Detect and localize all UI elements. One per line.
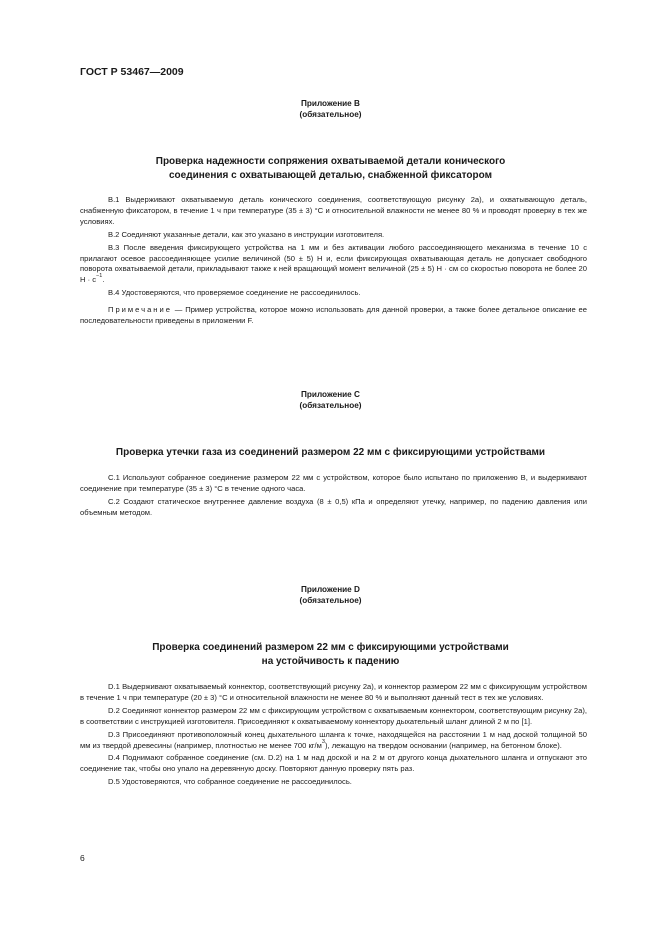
page-number: 6 [80, 853, 85, 863]
annex-d-title-line1: Проверка соединений размером 22 мм с фиксирующими устройствами [152, 642, 509, 653]
annex-d-paragraph-2: D.2 Соединяют коннектор размером 22 мм с фиксирующим устройством с охватываемым коннектором, соответствующим рисунку 2а), в соответствии с инструкцией изготовителя. Присоединяют к охватываемому коннектору дыхательный шланг длиной 2 м по [1]. [80, 705, 587, 726]
annex-d-heading [0, 584, 661, 606]
annex-b-note [80, 305, 587, 327]
annex-d-name: Приложение D [301, 585, 360, 594]
annex-c-heading [0, 389, 661, 411]
annex-b-paragraph-3-sup: −1 [96, 273, 103, 280]
annex-b-heading [0, 98, 661, 120]
annex-b-paragraph-4: В.4 Удостоверяются, что проверяемое соединение не рассоединилось. [108, 288, 361, 298]
annex-d-paragraph-3 [80, 730, 587, 752]
annex-c-paragraph-1: С.1 Используют собранное соединение размером 22 мм с устройством, которое было испытано по приложению В, и выдерживают соединение при температуре (35 ± 3) °С в течение одного часа. [80, 473, 587, 493]
annex-d-paragraph-3-end: ), лежащую на твердом основании (например, на бетонном блоке). [324, 740, 562, 750]
annex-b-status: (обязательное) [299, 110, 362, 119]
annex-c-name: Приложение С [301, 390, 360, 399]
annex-d-title-line2: на устойчивость к падению [261, 656, 400, 667]
annex-c-title: Проверка утечки газа из соединений размером 22 мм с фиксирующими устройствами [115, 447, 546, 458]
annex-c-body [80, 473, 587, 521]
annex-b-paragraph-3-end: . [102, 275, 105, 285]
annex-d-paragraph-3-sup: 3 [321, 738, 325, 745]
annex-d-body [80, 682, 587, 790]
note-text: — Пример устройства, которое можно использовать для данной проверки, а также более детальное описание ее последовательности приведены в приложении F. [80, 305, 587, 326]
annex-b-paragraph-1: В.1 Выдерживают охватываемую деталь конического соединения, соответствующую рисунку 2а), и охватывающую деталь, снабженную фиксатором, в течение 1 ч при температуре (35 ± 3) °С и относительной влажности не менее 80 % и проводят проверку в тех же условиях. [80, 195, 587, 226]
annex-c-paragraph-2: С.2 Создают статическое внутреннее давление воздуха (8 ± 0,5) кПа и определяют утечку, например, по падению давления или объемным методом. [80, 496, 587, 517]
annex-b-title-line2: соединения с охватывающей деталью, снабженной фиксатором [169, 170, 492, 181]
note-label: Примечание [108, 305, 172, 315]
annex-b-title [0, 155, 661, 183]
annex-b-name: Приложение В [301, 99, 360, 108]
annex-b-paragraph-3 [80, 243, 587, 287]
annex-d-paragraph-1: D.1 Выдерживают охватываемый коннектор, соответствующий рисунку 2а), и коннектор размером 22 мм с фиксирующим устройством в течение 1 ч при температуре (20 ± 3) °С и относительной влажности не менее 80 % и выполняют данный тест в тех же условиях. [80, 682, 587, 702]
annex-d-paragraph-3-text: D.3 Присоединяют противоположный конец дыхательного шланга к точке, находящейся на расстоянии 1 м над доской толщиной 50 мм из твердой древесины (например, плотностью не менее 700 кг/м [80, 729, 587, 750]
annex-b-paragraph-2: В.2 Соединяют указанные детали, как это указано в инструкции изготовителя. [108, 229, 385, 239]
annex-d-status: (обязательное) [299, 596, 362, 605]
annex-d-paragraph-5: D.5 Удостоверяются, что собранное соединение не рассоединилось. [108, 777, 352, 787]
annex-b-body [80, 195, 587, 329]
annex-d-title [0, 641, 661, 669]
annex-c-status: (обязательное) [299, 401, 362, 410]
standard-code: ГОСТ Р 53467—2009 [80, 66, 184, 78]
annex-b-paragraph-3-text: В.3 После введения фиксирующего устройства на 1 мм и без активации любого рассоединяющего механизма в течение 10 с прилагают осевое рассоединяющее усилие величиной (50 ± 5) Н и, если фиксирующая охватывающая деталь не допускает свободного поворота охватываемой детали, прикладывают также к ней вращающий момент величиной (25 ± 5) Н · см со скоростью поворота не более 20 Н · с [80, 242, 587, 285]
annex-b-title-line1: Проверка надежности сопряжения охватываемой детали конического [155, 156, 506, 167]
annex-d-paragraph-4: D.4 Поднимают собранное соединение (см. D.2) на 1 м над доской и на 2 м от другого конца дыхательного шланга и отпускают это соединение так, чтобы оно упало на деревянную доску. Повторяют данную проверку пять раз. [80, 753, 587, 774]
